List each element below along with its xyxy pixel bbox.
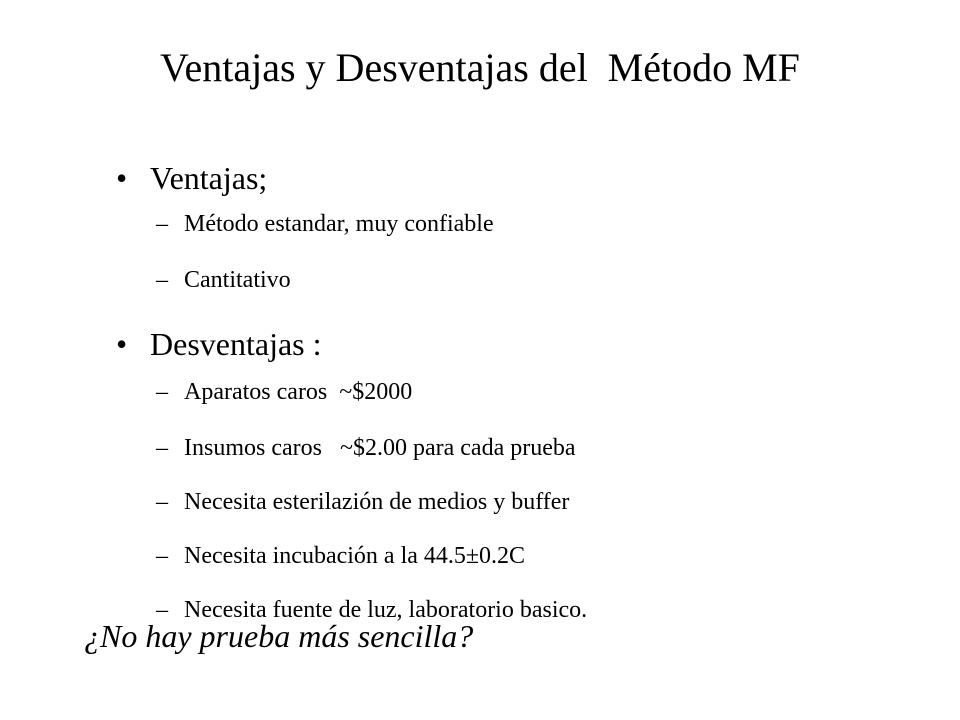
disadvantage-item-text: Necesita esterilazión de medios y buffer [184,489,570,515]
dash-icon: – [156,597,168,623]
dash-icon: – [156,267,168,293]
dash-icon: – [156,211,168,237]
bullet-icon: • [116,326,128,362]
disadvantage-item-text: Necesita fuente de luz, laboratorio basico. [184,597,588,623]
slide-title: Ventajas y Desventajas del Método MF [160,45,800,90]
advantages-heading: Ventajas; [150,160,268,196]
dash-icon: – [156,379,168,405]
bullet-icon: • [116,160,128,196]
dash-icon: – [156,435,168,461]
closing-question: ¿No hay prueba más sencilla? [84,618,474,654]
disadvantage-item-text: Necesita incubación a la 44.5±0.2C [184,543,526,569]
dash-icon: – [156,489,168,515]
disadvantage-item-text: Insumos caros ~$2.00 para cada prueba [184,435,576,461]
disadvantages-heading: Desventajas : [150,326,322,362]
advantage-item-text: Cantitativo [184,267,291,293]
dash-icon: – [156,543,168,569]
advantage-item-text: Método estandar, muy confiable [184,211,494,237]
disadvantage-item-text: Aparatos caros ~$2000 [184,379,413,405]
